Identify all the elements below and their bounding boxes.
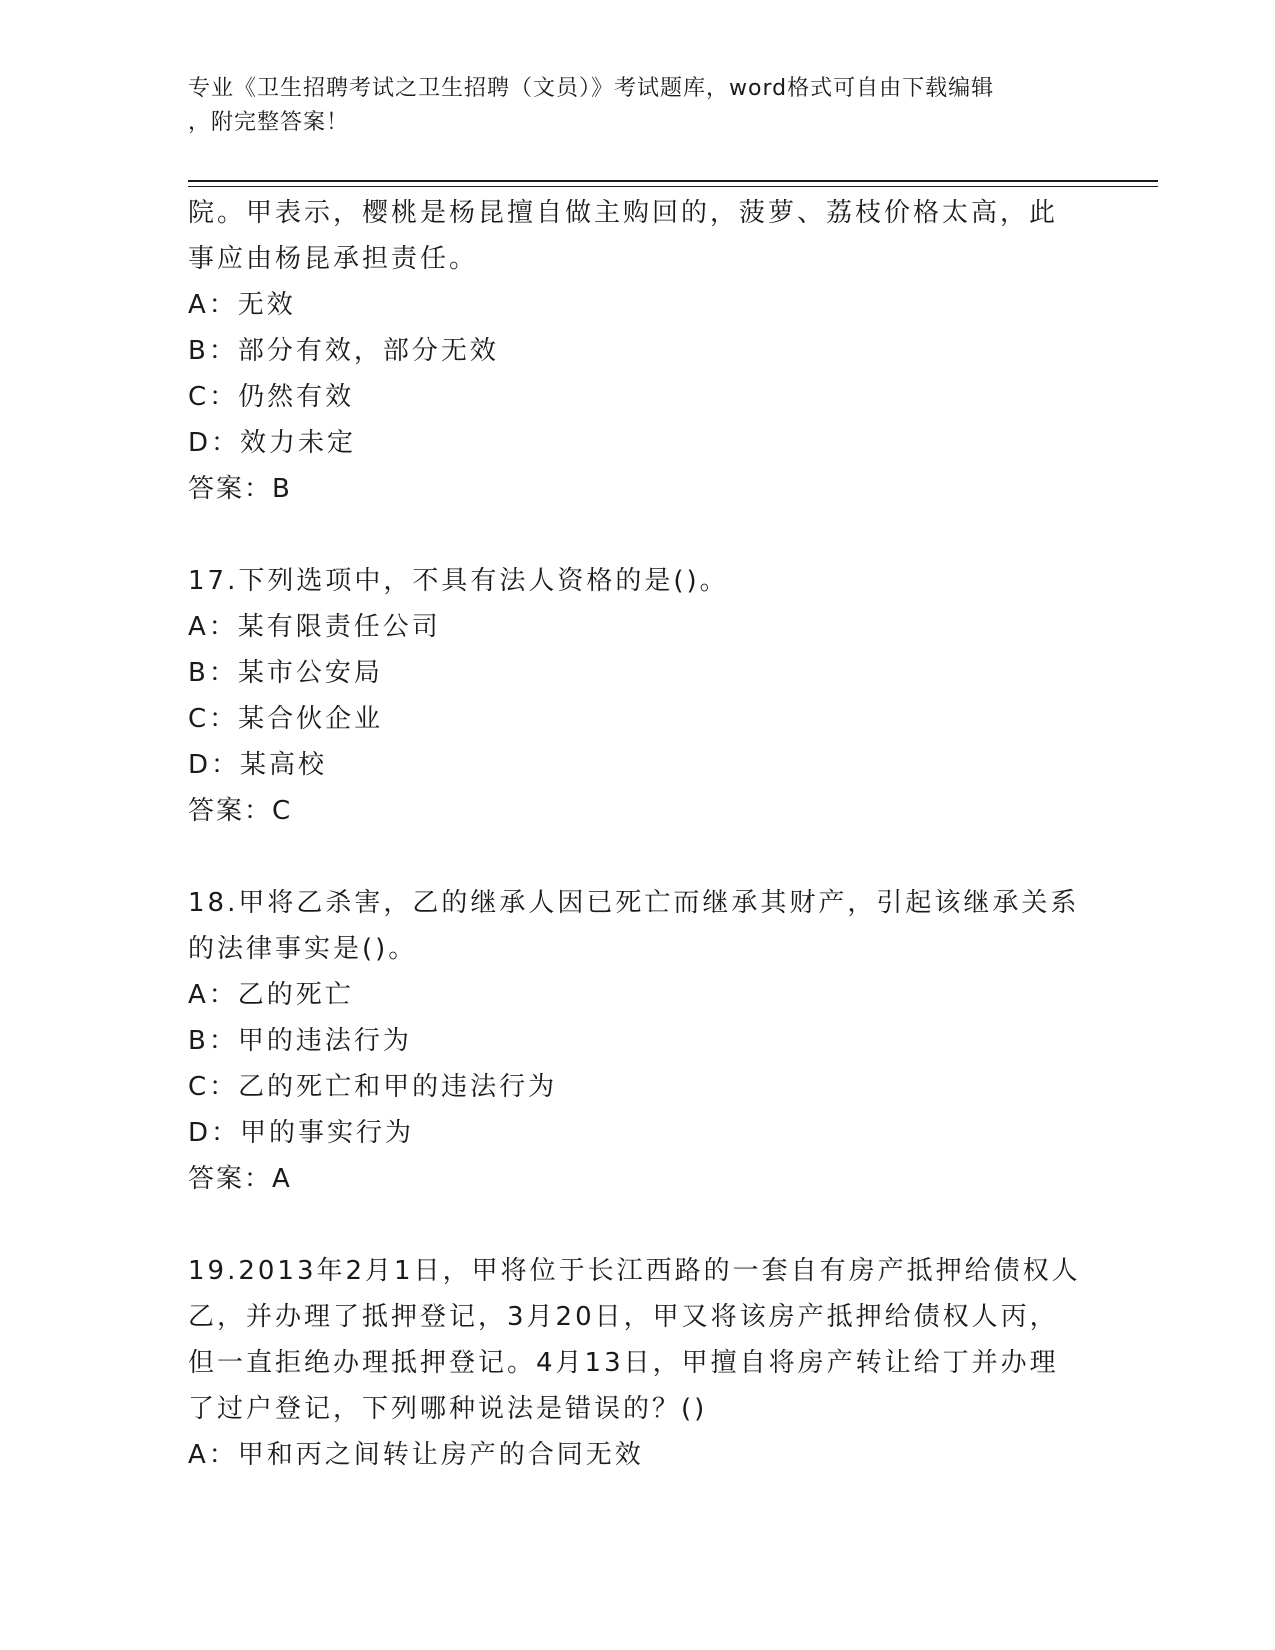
- option-a: A：无效: [188, 290, 296, 320]
- option-d: D：效力未定: [188, 428, 357, 458]
- option-c: C：乙的死亡和甲的违法行为: [188, 1072, 558, 1102]
- header-divider-thick: [188, 180, 1158, 182]
- question-16-continued: [188, 190, 1088, 512]
- answer-line: 答案：A: [188, 1164, 292, 1194]
- option-d: D：甲的事实行为: [188, 1118, 415, 1148]
- question-text-line: 院。甲表示，樱桃是杨昆擅自做主购回的，菠萝、荔枝价格太高，此: [188, 198, 1059, 228]
- option-b: B：部分有效，部分无效: [188, 336, 499, 366]
- option-b: B：某市公安局: [188, 658, 383, 688]
- option-c: C：仍然有效: [188, 382, 355, 412]
- question-text-line: 17.下列选项中，不具有法人资格的是()。: [188, 566, 729, 596]
- header-line-1: 专业《卫生招聘考试之卫生招聘（文员）》考试题库，word格式可自由下载编辑: [188, 76, 995, 101]
- question-text-line: 了过户登记，下列哪种说法是错误的？(): [188, 1394, 708, 1424]
- question-text-line: 19.2013年2月1日，甲将位于长江西路的一套自有房产抵押给债权人: [188, 1256, 1081, 1286]
- question-text-line: 但一直拒绝办理抵押登记。4月13日，甲擅自将房产转让给丁并办理: [188, 1348, 1059, 1378]
- option-b: B：甲的违法行为: [188, 1026, 412, 1056]
- question-text-line: 的法律事实是()。: [188, 934, 418, 964]
- header-line-2: ，附完整答案！: [188, 110, 350, 135]
- option-a: A：甲和丙之间转让房产的合同无效: [188, 1440, 644, 1470]
- question-content: [188, 190, 1088, 1478]
- question-text-line: 乙，并办理了抵押登记，3月20日，甲又将该房产抵押给债权人丙，: [188, 1302, 1059, 1332]
- answer-line: 答案：C: [188, 796, 293, 826]
- question-18: [188, 880, 1088, 1202]
- question-text-line: 事应由杨昆承担责任。: [188, 244, 479, 274]
- answer-line: 答案：B: [188, 474, 292, 504]
- option-c: C：某合伙企业: [188, 704, 384, 734]
- option-a: A：乙的死亡: [188, 980, 354, 1010]
- header-divider-thin: [188, 186, 1158, 187]
- option-a: A：某有限责任公司: [188, 612, 441, 642]
- document-header: [188, 72, 1088, 140]
- question-19: [188, 1248, 1088, 1478]
- spacer: [188, 834, 1088, 880]
- question-17: [188, 558, 1088, 834]
- spacer: [188, 512, 1088, 558]
- spacer: [188, 1202, 1088, 1248]
- option-d: D：某高校: [188, 750, 328, 780]
- question-text-line: 18.甲将乙杀害，乙的继承人因已死亡而继承其财产，引起该继承关系: [188, 888, 1080, 918]
